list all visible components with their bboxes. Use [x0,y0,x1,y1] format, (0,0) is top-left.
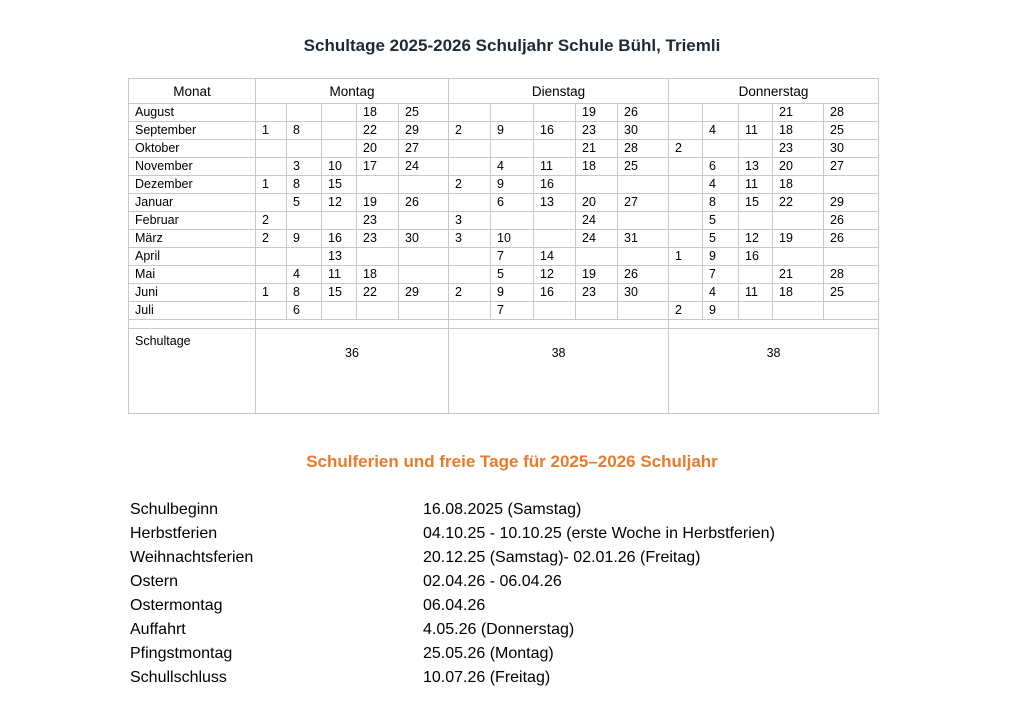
date-cell: 4 [491,158,534,176]
date-cell: 9 [287,230,322,248]
date-cell [357,176,399,194]
date-cell [576,248,618,266]
date-cell [256,302,287,320]
date-cell [491,140,534,158]
date-cell: 26 [824,212,879,230]
date-cell [449,302,491,320]
total-tuesday: 38 [449,329,669,414]
date-cell [534,104,576,122]
date-cell: 6 [491,194,534,212]
holidays-title: Schulferien und freie Tage für 2025–2026 Schuljahr [306,452,718,471]
date-cell: 16 [322,230,357,248]
date-cell: 9 [491,176,534,194]
date-cell [534,302,576,320]
month-cell: September [129,122,256,140]
date-cell [256,248,287,266]
date-cell: 28 [824,104,879,122]
holiday-row [130,570,843,594]
date-cell: 19 [576,104,618,122]
date-cell [287,104,322,122]
holiday-name: Ostermontag [130,597,223,614]
table-row [129,230,879,248]
holiday-date: 25.05.26 (Montag) [423,645,554,662]
holiday-date: 10.07.26 (Freitag) [423,669,551,686]
date-cell: 20 [357,140,399,158]
date-cell: 9 [491,122,534,140]
month-cell: Juli [129,302,256,320]
date-cell: 6 [703,158,739,176]
date-cell [703,140,739,158]
date-cell: 22 [773,194,824,212]
holidays-list [130,498,843,690]
date-cell: 9 [491,284,534,302]
date-cell [449,194,491,212]
date-cell: 1 [669,248,703,266]
table-row [129,122,879,140]
date-cell: 4 [703,284,739,302]
month-cell: August [129,104,256,122]
holiday-date: 20.12.25 (Samstag)- 02.01.26 (Freitag) [423,549,701,566]
month-cell: November [129,158,256,176]
date-cell [824,248,879,266]
date-cell: 24 [399,158,449,176]
date-cell: 7 [491,248,534,266]
page-title: Schultage 2025-2026 Schuljahr Schule Bühl, Triemli [303,36,721,55]
date-cell [357,302,399,320]
date-cell: 30 [618,122,669,140]
date-cell: 19 [773,230,824,248]
table-row [129,248,879,266]
date-cell: 27 [399,140,449,158]
date-cell [399,248,449,266]
holiday-name: Weihnachtsferien [130,549,254,566]
month-cell: Oktober [129,140,256,158]
date-cell [399,176,449,194]
date-cell: 2 [256,212,287,230]
date-cell: 16 [739,248,773,266]
date-cell: 20 [576,194,618,212]
date-cell: 1 [256,122,287,140]
date-cell: 11 [739,284,773,302]
date-cell [256,140,287,158]
date-cell [449,248,491,266]
date-cell [739,140,773,158]
date-cell: 31 [618,230,669,248]
spacer-cell [129,320,256,329]
date-cell: 20 [773,158,824,176]
date-cell: 3 [449,230,491,248]
day-header-tuesday: Dienstag [449,79,669,104]
date-cell: 25 [824,284,879,302]
date-cell: 11 [739,122,773,140]
date-cell: 14 [534,248,576,266]
date-cell: 8 [287,122,322,140]
holiday-date: 02.04.26 - 06.04.26 [423,573,562,590]
date-cell: 2 [449,122,491,140]
month-cell: April [129,248,256,266]
date-cell [618,248,669,266]
date-cell [449,266,491,284]
date-cell [322,104,357,122]
holiday-row [130,642,843,666]
totals-row [129,329,879,414]
total-monday: 36 [256,329,449,414]
holiday-date: 4.05.26 (Donnerstag) [423,621,575,638]
holiday-row [130,618,843,642]
spacer-cell [669,320,879,329]
date-cell: 2 [669,140,703,158]
table-row [129,284,879,302]
date-cell [322,212,357,230]
date-cell: 10 [491,230,534,248]
date-cell [669,284,703,302]
date-cell: 30 [618,284,669,302]
holiday-date: 06.04.26 [423,597,486,614]
date-cell: 19 [576,266,618,284]
date-cell: 5 [491,266,534,284]
table-row [129,176,879,194]
date-cell: 29 [824,194,879,212]
date-cell [287,248,322,266]
total-thursday: 38 [669,329,879,414]
date-cell: 3 [287,158,322,176]
table-row [129,140,879,158]
date-cell: 9 [703,248,739,266]
holiday-row [130,666,843,690]
date-cell [669,230,703,248]
date-cell: 12 [739,230,773,248]
date-cell: 24 [576,230,618,248]
table-row [129,302,879,320]
date-cell: 29 [399,122,449,140]
month-cell: Juni [129,284,256,302]
date-cell: 4 [703,122,739,140]
spacer-cell [449,320,669,329]
date-cell [399,302,449,320]
date-cell: 5 [703,230,739,248]
date-cell [256,266,287,284]
date-cell: 18 [357,104,399,122]
date-cell: 23 [357,230,399,248]
date-cell [399,212,449,230]
date-cell: 8 [703,194,739,212]
date-cell: 27 [824,158,879,176]
date-cell: 4 [703,176,739,194]
month-cell: Mai [129,266,256,284]
date-cell [322,122,357,140]
date-cell [739,104,773,122]
table-body [129,104,879,320]
date-cell [669,212,703,230]
holiday-date: 04.10.25 - 10.10.25 (erste Woche in Herbstferien) [423,525,775,542]
date-cell: 9 [703,302,739,320]
holiday-name: Herbstferien [130,525,218,542]
date-cell [773,212,824,230]
date-cell: 19 [357,194,399,212]
date-cell [322,302,357,320]
date-cell [256,194,287,212]
table-row [129,212,879,230]
date-cell: 7 [491,302,534,320]
date-cell: 26 [399,194,449,212]
date-cell: 15 [739,194,773,212]
date-cell: 18 [576,158,618,176]
holiday-name: Ostern [130,573,179,590]
date-cell: 16 [534,284,576,302]
date-cell [669,266,703,284]
date-cell [703,104,739,122]
date-cell: 28 [824,266,879,284]
date-cell: 5 [287,194,322,212]
date-cell [669,104,703,122]
date-cell: 24 [576,212,618,230]
date-cell: 1 [256,176,287,194]
table-row [129,104,879,122]
date-cell [576,302,618,320]
date-cell: 11 [739,176,773,194]
date-cell [357,248,399,266]
date-cell [491,104,534,122]
date-cell: 28 [618,140,669,158]
school-days-table [128,78,879,414]
date-cell: 12 [322,194,357,212]
date-cell: 23 [357,212,399,230]
date-cell [739,266,773,284]
day-header-monday: Montag [256,79,449,104]
date-cell: 13 [534,194,576,212]
date-cell: 27 [618,194,669,212]
date-cell [449,104,491,122]
date-cell [618,302,669,320]
date-cell [449,140,491,158]
date-cell: 30 [399,230,449,248]
date-cell: 11 [534,158,576,176]
date-cell: 21 [576,140,618,158]
date-cell: 29 [399,284,449,302]
table-row [129,194,879,212]
date-cell: 25 [618,158,669,176]
holiday-row [130,522,843,546]
month-cell: März [129,230,256,248]
date-cell: 23 [576,122,618,140]
date-cell [618,212,669,230]
date-cell: 23 [576,284,618,302]
date-cell: 15 [322,284,357,302]
date-cell [449,158,491,176]
date-cell: 30 [824,140,879,158]
date-cell [256,158,287,176]
date-cell: 15 [322,176,357,194]
date-cell: 22 [357,284,399,302]
table-row [129,158,879,176]
date-cell [824,302,879,320]
date-cell: 10 [322,158,357,176]
date-cell [256,104,287,122]
date-cell: 21 [773,104,824,122]
date-cell: 26 [618,266,669,284]
date-cell: 18 [773,122,824,140]
date-cell [322,140,357,158]
date-cell: 21 [773,266,824,284]
date-cell: 3 [449,212,491,230]
date-cell [739,302,773,320]
date-cell [534,230,576,248]
spacer-cell [256,320,449,329]
date-cell: 23 [773,140,824,158]
month-cell: Dezember [129,176,256,194]
date-cell: 18 [357,266,399,284]
month-cell: Februar [129,212,256,230]
date-cell [618,176,669,194]
holiday-name: Pfingstmontag [130,645,233,662]
date-cell: 7 [703,266,739,284]
date-cell [399,266,449,284]
date-cell: 18 [773,284,824,302]
table-header-row [129,79,879,104]
date-cell: 12 [534,266,576,284]
date-cell: 25 [824,122,879,140]
date-cell: 2 [669,302,703,320]
date-cell [534,140,576,158]
date-cell: 16 [534,176,576,194]
date-cell [669,158,703,176]
date-cell [287,212,322,230]
date-cell: 2 [256,230,287,248]
date-cell [669,176,703,194]
day-header-thursday: Donnerstag [669,79,879,104]
date-cell: 25 [399,104,449,122]
date-cell [824,176,879,194]
holiday-name: Auffahrt [130,621,186,638]
totals-label: Schultage [129,329,256,414]
date-cell: 18 [773,176,824,194]
date-cell [773,248,824,266]
date-cell [576,176,618,194]
date-cell [491,212,534,230]
date-cell: 6 [287,302,322,320]
date-cell: 8 [287,284,322,302]
date-cell: 16 [534,122,576,140]
table-row [129,266,879,284]
date-cell [773,302,824,320]
holiday-row [130,594,843,618]
date-cell: 11 [322,266,357,284]
date-cell: 17 [357,158,399,176]
date-cell: 4 [287,266,322,284]
date-cell: 2 [449,284,491,302]
date-cell [669,122,703,140]
holiday-row [130,546,843,570]
date-cell: 2 [449,176,491,194]
date-cell: 8 [287,176,322,194]
date-cell: 1 [256,284,287,302]
month-column-header: Monat [129,79,256,104]
date-cell: 5 [703,212,739,230]
date-cell [287,140,322,158]
holiday-name: Schullschluss [130,669,227,686]
date-cell [534,212,576,230]
date-cell: 13 [322,248,357,266]
date-cell: 26 [618,104,669,122]
date-cell: 22 [357,122,399,140]
date-cell: 13 [739,158,773,176]
holiday-row [130,498,843,522]
holiday-name: Schulbeginn [130,501,219,518]
date-cell [739,212,773,230]
date-cell [669,194,703,212]
month-cell: Januar [129,194,256,212]
holiday-date: 16.08.2025 (Samstag) [423,501,582,518]
date-cell: 26 [824,230,879,248]
spacer-row [129,320,879,329]
